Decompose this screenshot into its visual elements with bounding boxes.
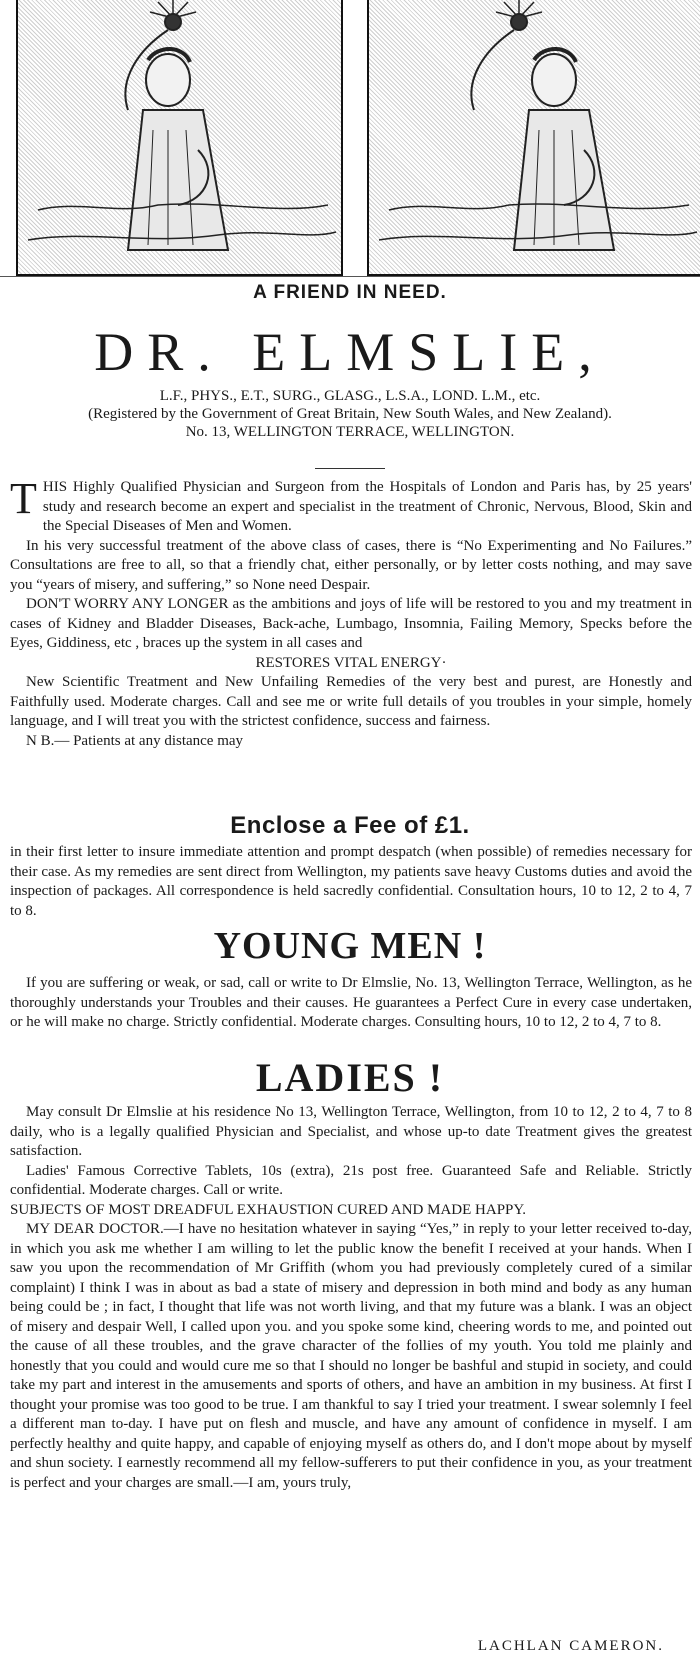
intro-paragraph-4: New Scientific Treatment and New Unfailing Remedies of the very best and purest, are Honestly and Faithfully used. Moderate charges. Call and see me or write full details of you troubles in your simple, homely language, and I will treat you with the strictest confidence, success and fairness. <box>10 674 692 729</box>
young-men-text: If you are suffering or weak, or sad, call or write to Dr Elmslie, No. 13, Wellington Terrace, Wellington, as he thoroughly understands your Troubles and their causes. He guarantees a Perfect Cure in every case undertaken, or he will make no charge. Strictly confidential. Moderate charges. Consulting hours, 10 to 12, 2 to 4, 7 to 8. <box>10 975 692 1030</box>
address: No. 13, WELLINGTON TERRACE, WELLINGTON. <box>185 424 515 440</box>
fee-section <box>10 843 692 921</box>
testimonial-letter: MY DEAR DOCTOR.—I have no hesitation whatever in saying “Yes,” in reply to your letter received to-day, in which you ask me whether I am willing to let the public know the benefit I received at your hands. When I saw you upon the recommendation of Mr Griffith (whom you had previously completely cured of a similar complaint) I think I was in about as bad a state of misery and depression in both mind and body as any human being could be ; in fact, I thought that life was not worth living, and that my future was a blank. I was an object of misery and despair Well, I called upon you. and you spoke some kind, cheering words to me, and pointed out the cause of all these troubles, and the grave character of the follies of my youth. You told me plainly and honestly that you could and would cure me so that I should no longer be bashful and stupid in society, and could take my part and interest in the amusements and sports of others, and have an ambition in my business. At first I thought your promise was too good to be true. I am thankful to say I tried your treatment. I swear solemnly I feel a different man to-day. I have put on flesh and muscle, and have any amount of confidence in myself. I am perfectly healthy and quite happy, and capable of enjoying myself as others do, and I don't mope about by myself and shun society. I earnestly recommend all my fellow-sufferers to put their confidence in you, as your treatment is perfect and your charges are small.—I am, yours truly, <box>10 1221 692 1491</box>
ladies-heading: LADIES ! <box>255 1055 445 1100</box>
drop-cap: T <box>10 474 37 523</box>
ladies-paragraph-2: Ladies' Famous Corrective Tablets, 10s (extra), 21s post free. Guaranteed Safe and Reliable. Strictly confidential. Moderate charges. Call or write. <box>10 1162 692 1198</box>
fee-heading: Enclose a Fee of £1. <box>230 812 470 839</box>
intro-paragraph-3: DON'T WORRY ANY LONGER as the ambitions and joys of life will be restored to you and my treatment in cases of Kidney and Bladder Diseases, Back-ache, Lumbago, Insomnia, Failing Memory, Specks before the Eyes, Giddiness, etc , braces up the system in all cases and <box>10 596 692 651</box>
subjects-heading: SUBJECTS OF MOST DREADFUL EXHAUSTION CURED AND MADE HAPPY. <box>10 1201 527 1218</box>
signature: LACHLAN CAMERON. <box>477 1638 664 1654</box>
intro-section <box>10 474 692 751</box>
fee-text: in their first letter to insure immediate attention and prompt despatch (when possible) of remedies necessary for their case. As my remedies are sent direct from Wellington, my patients save heavy Customs duties and avoid the inspection of packages. All correspondence is held sacredly confidential. Consultation hours, 10 to 12, 2 to 4, 7 to 8. <box>10 844 692 919</box>
intro-paragraph: THIS Highly Qualified Physician and Surgeon from the Hospitals of London and Paris has, by 25 years' study and research become an expert and specialist in the treatment of Chronic, Nervous, Blood, Skin and the Special Diseases of Men and Women. <box>10 474 692 534</box>
credentials <box>30 387 670 441</box>
young-men-heading: YOUNG MEN ! <box>213 925 487 967</box>
young-men-section <box>10 974 692 1033</box>
ladies-paragraph-1: May consult Dr Elmslie at his residence No 13, Wellington Terrace, Wellington, from 10 to 12, 2 to 4, 7 to 8 daily, who is a legally qualified Physician and Specialist, and whose up-to date Treatment gives the greatest satisfaction. <box>10 1104 692 1159</box>
divider <box>0 276 700 277</box>
doctor-name: DR. ELMSLIE, <box>94 322 606 382</box>
torch-maiden-engraving-icon <box>369 0 700 274</box>
short-divider <box>315 468 385 469</box>
ladies-section <box>10 1103 692 1493</box>
restores-heading: RESTORES VITAL ENERGY· <box>255 654 447 671</box>
engraving-right <box>367 0 700 276</box>
intro-paragraph-2: In his very successful treatment of the above class of cases, there is “No Experimenting and No Failures.” Consultations are free to all, so that a friendly chat, either personally, or by letter costs nothing, and may save you “years of misery, and suffering,” so None need Despair. <box>10 537 692 593</box>
engraving-left <box>16 0 343 276</box>
torch-maiden-engraving-icon <box>18 0 341 274</box>
qualifications: L.F., PHYS., E.T., SURG., GLASG., L.S.A., LOND. L.M., etc. <box>159 388 541 404</box>
tagline: A FRIEND IN NEED. <box>253 282 447 303</box>
nb-note: N B.— Patients at any distance may <box>26 732 244 749</box>
registration: (Registered by the Government of Great Britain, New South Wales, and New Zealand). <box>88 406 612 422</box>
